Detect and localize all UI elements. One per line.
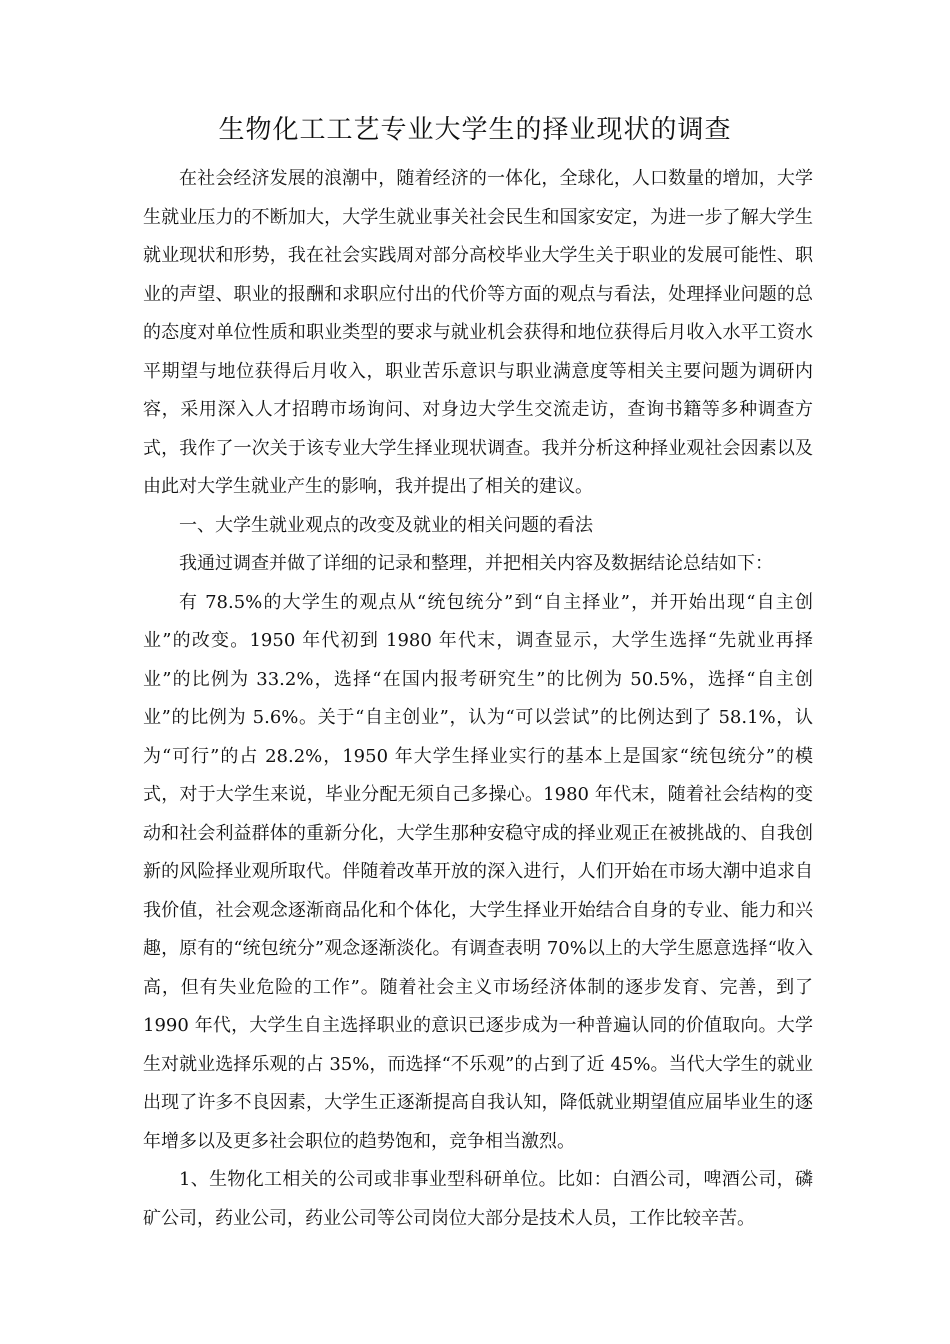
section-heading: 一、大学生就业观点的改变及就业的相关问题的看法 (179, 514, 593, 536)
document-body (143, 160, 813, 1238)
paragraph-findings: 有 78.5%的大学生的观点从“统包统分”到“自主择业”，并开始出现“自主创业”的改变。1950 年代初到 1980 年代末，调查显示，大学生选择“先就业再择业”的比例为 33.2%，选择“在国内报考研究生”的比例为 50.5%，选择“自主创业”的比例为 5.6%。关于“自主创业”，认为“可以尝试”的比例达到了 58.1%，认为“可行”的占 28.2%，1950 年大学生择业实行的基本上是国家“统包统分”的模式，对于大学生来说，毕业分配无须自己多操心。1980 年代末，随着社会结构的变动和社会利益群体的重新分化，大学生那种安稳守成的择业观正在被挑战的、自我创新的风险择业观所取代。伴随着改革开放的深入进行，人们开始在市场大潮中追求自我价值，社会观念逐渐商品化和个体化，大学生择业开始结合自身的专业、能力和兴趣，原有的“统包统分”观念逐渐淡化。有调查表明 70%以上的大学生愿意选择“收入高，但有失业危险的工作”。随着社会主义市场经济体制的逐步发育、完善，到了 1990 年代，大学生自主选择职业的意识已逐步成为一种普遍认同的价值取向。大学生对就业选择乐观的占 35%，而选择“不乐观”的占到了近 45%。当代大学生的就业出现了许多不良因素，大学生正逐渐提高自我认知，降低就业期望值应届毕业生的逐年增多以及更多社会职位的趋势饱和，竞争相当激烈。 (143, 591, 813, 1152)
paragraph-employers: 1、生物化工相关的公司或非事业型科研单位。比如：白酒公司，啤酒公司，磷矿公司，药业公司，药业公司等公司岗位大部分是技术人员，工作比较辛苦。 (143, 1169, 813, 1229)
document-title: 生物化工工艺专业大学生的择业现状的调查 (218, 115, 732, 145)
paragraph-method: 我通过调查并做了详细的记录和整理，并把相关内容及数据结论总结如下： (179, 553, 773, 574)
paragraph-intro: 在社会经济发展的浪潮中，随着经济的一体化，全球化，人口数量的增加，大学生就业压力的不断加大，大学生就业事关社会民生和国家安定，为进一步了解大学生就业现状和形势，我在社会实践周对部分高校毕业大学生关于职业的发展可能性、职业的声望、职业的报酬和求职应付出的代价等方面的观点与看法，处理择业问题的总的态度对单位性质和职业类型的要求与就业机会获得和地位获得后月收入水平工资水平期望与地位获得后月收入，职业苦乐意识与职业满意度等相关主要问题为调研内容，采用深入人才招聘市场询问、对身边大学生交流走访，查询书籍等多种调查方式，我作了一次关于该专业大学生择业现状调查。我并分析这种择业观社会因素以及由此对大学生就业产生的影响，我并提出了相关的建议。 (143, 168, 813, 497)
